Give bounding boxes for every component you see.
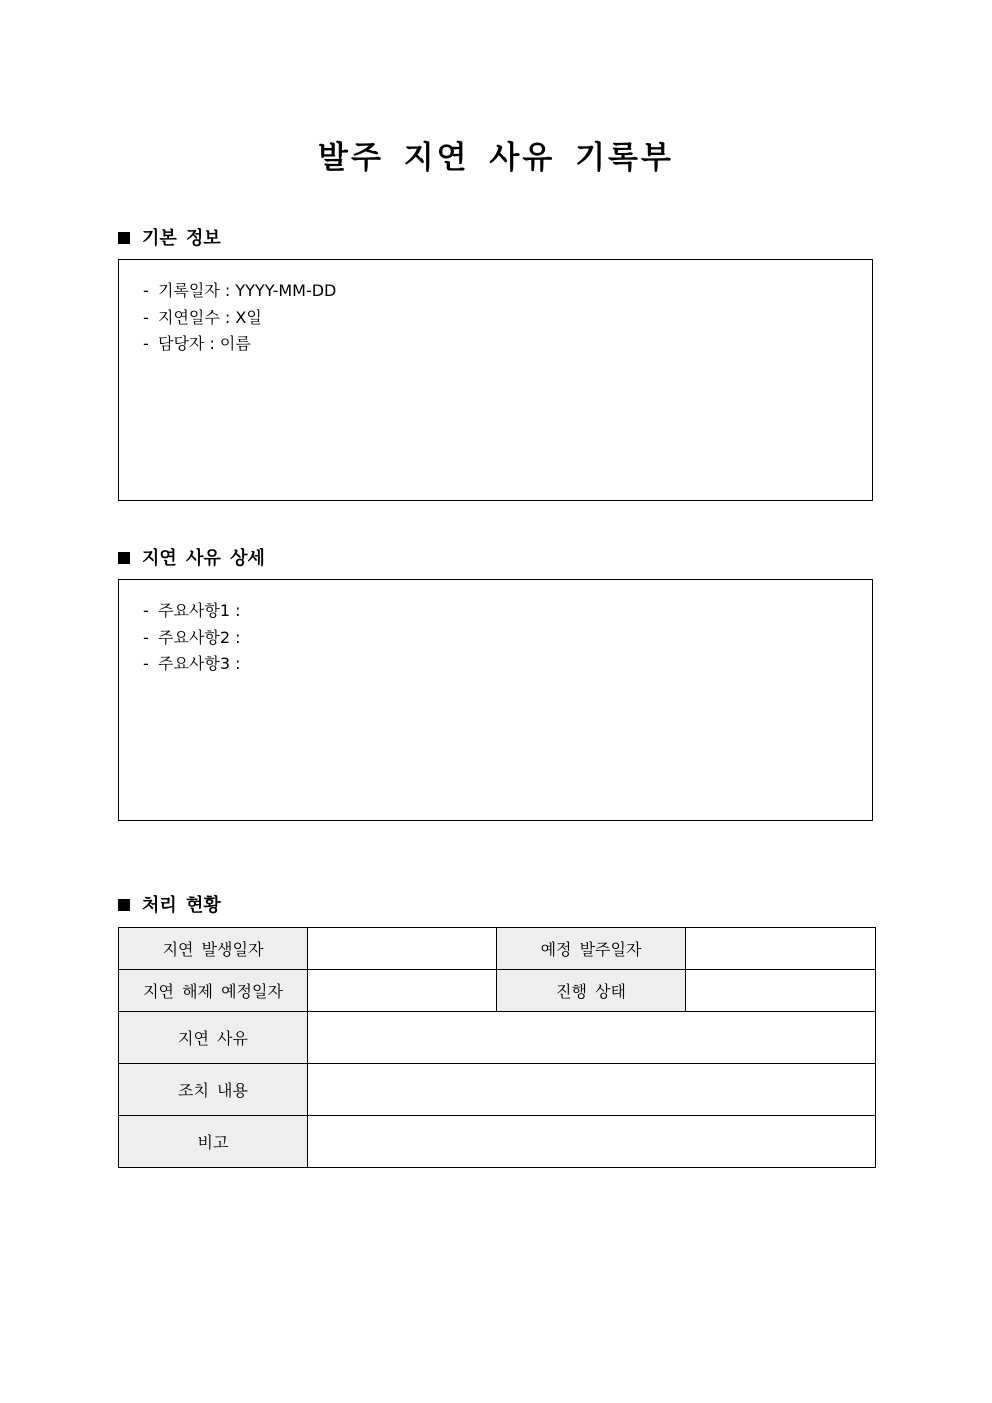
delay-detail-list — [143, 598, 872, 678]
section-heading-processing — [118, 891, 221, 917]
delay-detail-box — [118, 579, 873, 821]
action-taken-value[interactable] — [308, 1064, 876, 1116]
list-item — [143, 625, 872, 652]
planned-order-date-label: 예정 발주일자 — [497, 928, 686, 970]
bullet-dash: - — [143, 334, 149, 353]
delay-start-date-label: 지연 발생일자 — [119, 928, 308, 970]
bullet-dash: - — [143, 307, 149, 327]
section-heading-label: 처리 현황 — [142, 895, 221, 916]
delay-release-date-value[interactable] — [308, 970, 497, 1012]
remarks-value[interactable] — [308, 1116, 876, 1168]
processing-status-table — [118, 927, 876, 1168]
record-date-item: 기록일자 : YYYY-MM-DD — [158, 281, 337, 300]
section-heading-label: 지연 사유 상세 — [142, 548, 265, 569]
list-item — [143, 331, 872, 358]
delay-release-date-label: 지연 해제 예정일자 — [119, 970, 308, 1012]
manager-item: 담당자 : 이름 — [158, 334, 251, 353]
black-square-icon — [118, 552, 130, 564]
bullet-dash: - — [143, 281, 149, 300]
key-item-2: 주요사항2 : — [158, 627, 241, 647]
bullet-dash: - — [143, 654, 149, 673]
key-item-3: 주요사항3 : — [158, 654, 241, 673]
basic-info-box — [118, 259, 873, 501]
action-taken-label: 조치 내용 — [119, 1064, 308, 1116]
section-heading-delay-detail — [118, 544, 265, 570]
delay-reason-value[interactable] — [308, 1012, 876, 1064]
list-item — [143, 305, 872, 332]
black-square-icon — [118, 232, 130, 244]
table-row — [119, 970, 876, 1012]
delay-days-item: 지연일수 : X일 — [158, 307, 262, 327]
planned-order-date-value[interactable] — [686, 928, 876, 970]
document-title: 발주 지연 사유 기록부 — [318, 140, 674, 176]
delay-reason-label: 지연 사유 — [119, 1012, 308, 1064]
progress-status-label: 진행 상태 — [497, 970, 686, 1012]
bullet-dash: - — [143, 601, 149, 620]
section-heading-label: 기본 정보 — [142, 228, 221, 249]
key-item-1: 주요사항1 : — [158, 601, 241, 620]
table-row — [119, 1116, 876, 1168]
remarks-label: 비고 — [119, 1116, 308, 1168]
list-item — [143, 651, 872, 678]
section-heading-basic-info — [118, 224, 221, 250]
black-square-icon — [118, 899, 130, 911]
list-item — [143, 278, 872, 305]
delay-start-date-value[interactable] — [308, 928, 497, 970]
progress-status-value[interactable] — [686, 970, 876, 1012]
table-row — [119, 1012, 876, 1064]
table-row — [119, 1064, 876, 1116]
table-row — [119, 928, 876, 970]
list-item — [143, 598, 872, 625]
basic-info-list — [143, 278, 872, 358]
bullet-dash: - — [143, 627, 149, 647]
